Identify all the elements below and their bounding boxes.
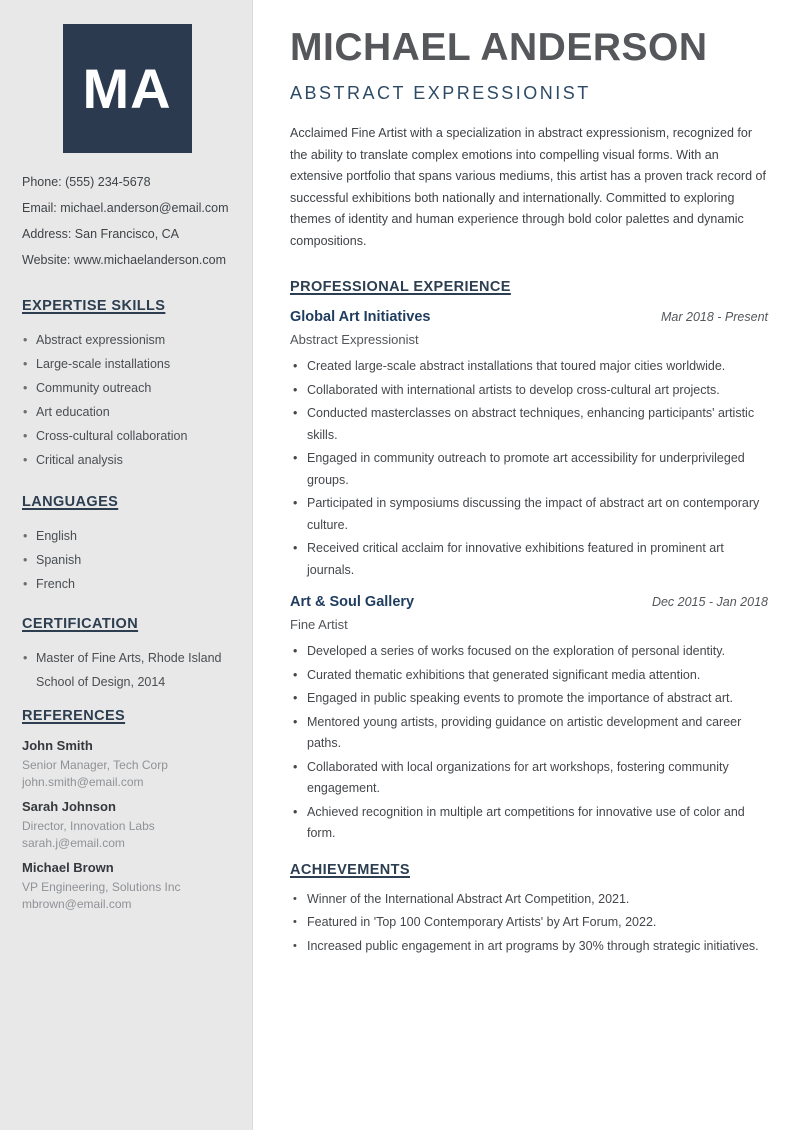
languages-list: [22, 524, 232, 596]
language-item: • Spanish: [22, 548, 232, 572]
reference-name: John Smith: [22, 738, 93, 753]
job-dates: Mar 2018 - Present: [661, 310, 768, 324]
reference-role: Director, Innovation Labs: [22, 819, 155, 833]
job-company: Art & Soul Gallery: [290, 594, 415, 610]
references-list: [22, 738, 232, 913]
reference-email: mbrown@email.com: [22, 897, 132, 911]
certification-item: • Master of Fine Arts, Rhode Island School of Design, 2014: [22, 646, 232, 694]
experience-heading: PROFESSIONAL EXPERIENCE: [290, 279, 511, 295]
person-title: ABSTRACT EXPRESSIONIST: [290, 83, 591, 103]
reference-role: VP Engineering, Solutions Inc: [22, 880, 181, 894]
job-bullet: • Achieved recognition in multiple art competitions for innovative use of color and form.: [290, 802, 768, 845]
reference-entry: [22, 860, 232, 913]
certification-section: [22, 616, 232, 694]
contact-line: Email: michael.anderson@email.com: [22, 201, 229, 215]
reference-email: sarah.j@email.com: [22, 836, 125, 850]
achievement-bullet: • Winner of the International Abstract Art Competition, 2021.: [290, 889, 768, 911]
reference-entry: [22, 738, 232, 791]
expertise-section: [22, 298, 232, 472]
job-bullet-list: [290, 641, 768, 845]
certification-heading: CERTIFICATION: [22, 616, 139, 632]
job-bullet: • Developed a series of works focused on the exploration of personal identity.: [290, 641, 768, 663]
achievement-bullet: • Featured in 'Top 100 Contemporary Artists' by Art Forum, 2022.: [290, 912, 768, 934]
job-bullet: • Conducted masterclasses on abstract techniques, enhancing participants' artistic skills.: [290, 403, 768, 446]
skill-item: • Community outreach: [22, 376, 232, 400]
job-bullet: • Received critical acclaim for innovative exhibitions featured in prominent art journals.: [290, 538, 768, 581]
job-bullet: • Participated in symposiums discussing the impact of abstract art on contemporary culture.: [290, 493, 768, 536]
expertise-list: [22, 328, 232, 472]
achievement-bullet: • Increased public engagement in art programs by 30% through strategic initiatives.: [290, 936, 768, 958]
job-role: Fine Artist: [290, 617, 348, 632]
job-bullet-list: [290, 356, 768, 581]
job-header: [290, 593, 768, 611]
achievements-list: [290, 889, 768, 958]
reference-email: john.smith@email.com: [22, 775, 144, 789]
job-entry: [290, 308, 768, 581]
job-bullet: • Mentored young artists, providing guidance on artistic development and career paths.: [290, 712, 768, 755]
skill-item: • Critical analysis: [22, 448, 232, 472]
main-content: [253, 0, 800, 1130]
references-section: [22, 708, 232, 913]
skill-item: • Cross-cultural collaboration: [22, 424, 232, 448]
job-bullet: • Engaged in community outreach to promote art accessibility for underprivileged groups.: [290, 448, 768, 491]
job-company: Global Art Initiatives: [290, 309, 431, 325]
job-bullet: • Created large-scale abstract installations that toured major cities worldwide.: [290, 356, 768, 378]
contact-line: Phone: (555) 234-5678: [22, 175, 151, 189]
reference-name: Michael Brown: [22, 860, 114, 875]
languages-section: [22, 494, 232, 596]
monogram-badge: [63, 24, 192, 153]
sidebar: [0, 0, 253, 1130]
contact-line: Address: San Francisco, CA: [22, 227, 180, 241]
reference-name: Sarah Johnson: [22, 799, 116, 814]
references-heading: REFERENCES: [22, 708, 126, 724]
reference-entry: [22, 799, 232, 852]
person-name: MICHAEL ANDERSON: [290, 26, 708, 69]
contact-list: [22, 174, 232, 268]
job-entry: [290, 593, 768, 845]
job-bullet: • Engaged in public speaking events to promote the importance of abstract art.: [290, 688, 768, 710]
job-role: Abstract Expressionist: [290, 332, 419, 347]
languages-heading: LANGUAGES: [22, 494, 119, 510]
summary-paragraph: Acclaimed Fine Artist with a specialization in abstract expressionism, recognized for the ability to translate complex emotions into compelling visual forms. With an extensive portfolio that spans various mediums, this artist has a proven track record of successful exhibitions both nationally and internationally. Committed to exploring themes of identity and human experience through bold color palettes and dynamic compositions.: [290, 126, 766, 248]
reference-role: Senior Manager, Tech Corp: [22, 758, 168, 772]
expertise-heading: EXPERTISE SKILLS: [22, 298, 166, 314]
achievements-heading: ACHIEVEMENTS: [290, 861, 411, 878]
skill-item: • Large-scale installations: [22, 352, 232, 376]
job-bullet: • Curated thematic exhibitions that generated significant media attention.: [290, 665, 768, 687]
monogram-text: MA: [82, 57, 172, 120]
contact-line: Website: www.michaelanderson.com: [22, 253, 227, 267]
job-header: [290, 308, 768, 326]
language-item: • French: [22, 572, 232, 596]
job-bullet: • Collaborated with local organizations for art workshops, fostering community engagement.: [290, 757, 768, 800]
skill-item: • Art education: [22, 400, 232, 424]
certification-list: [22, 646, 232, 694]
skill-item: • Abstract expressionism: [22, 328, 232, 352]
job-bullet: • Collaborated with international artists to develop cross-cultural art projects.: [290, 380, 768, 402]
language-item: • English: [22, 524, 232, 548]
job-dates: Dec 2015 - Jan 2018: [651, 595, 768, 609]
